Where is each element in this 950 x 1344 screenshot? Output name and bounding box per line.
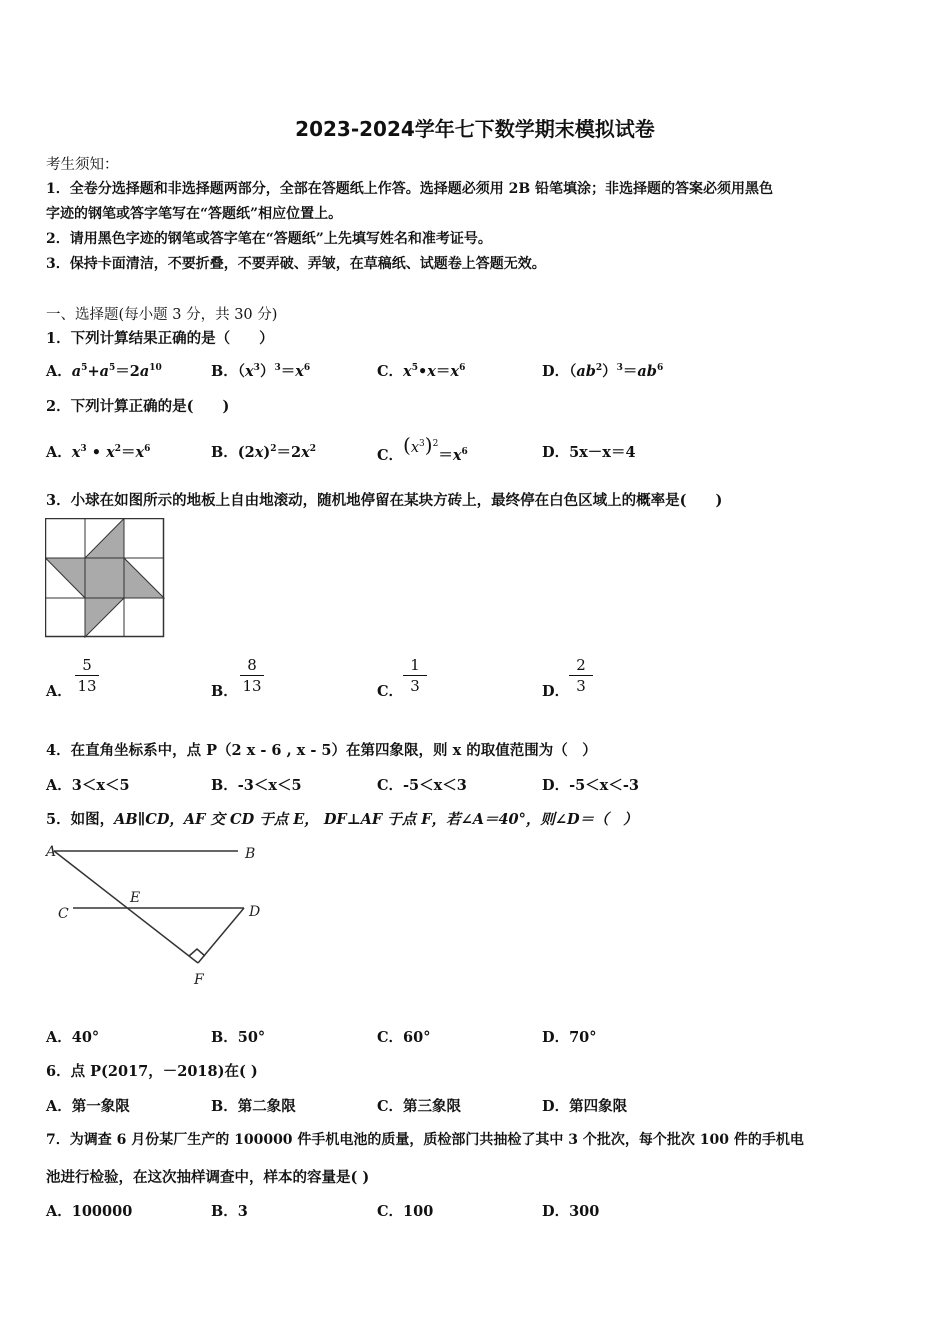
q2-option-c: C．$(x^3)^2=x^6$	[377, 433, 468, 464]
q3-option-b-label: B．	[211, 683, 238, 700]
q3-option-c-fraction: $\frac{1}{3}$	[403, 656, 427, 695]
q7-option-d: D．300	[542, 1203, 600, 1220]
q3-option-d-label: D．	[542, 683, 570, 700]
q2-option-a: A．$x^3$ • $x^2=x^6$	[46, 444, 151, 461]
q4-option-c: C．-5＜x＜3	[377, 777, 467, 794]
q3-option-a-fraction: $\frac{5}{13}$	[75, 656, 99, 695]
q5-option-b: B．50°	[211, 1029, 266, 1046]
q1-option-a: A．$a^5+a^5=2a^{10}$	[46, 363, 162, 380]
label-point-e: E	[130, 890, 141, 906]
q1-option-c: C．$x^5•x=x^6$	[377, 363, 466, 380]
q3-option-d-fraction: $\frac{2}{3}$	[569, 656, 593, 695]
q5-stem: 5．如图，AB∥CD，AF 交 CD 于点 E， DF⊥AF 于点 F，若∠A＝40°，则∠D＝（ ）	[46, 811, 638, 828]
label-point-f: F	[194, 972, 204, 988]
label-point-c: C	[58, 906, 69, 922]
notice-line-1b: 字迹的钢笔或答字笔写在“答题纸”相应位置上。	[46, 206, 343, 222]
q6-option-d: D．第四象限	[542, 1098, 628, 1115]
q7-stem-line-2: 池进行检验，在这次抽样调查中，样本的容量是( )	[46, 1169, 370, 1186]
q4-option-d: D．-5＜x＜-3	[542, 777, 639, 794]
q2-option-b: B．$(2x)^2=2x^2$	[211, 444, 317, 461]
q1-option-b: B．$(x^3)^3=x^6$	[211, 363, 311, 380]
label-point-d: D	[249, 904, 261, 920]
q2-option-d: D．5x－x＝4	[542, 444, 636, 461]
q5-option-a: A．40°	[46, 1029, 100, 1046]
q6-option-c: C．第三象限	[377, 1098, 462, 1115]
q6-option-b: B．第二象限	[211, 1098, 296, 1115]
section-heading: 一、选择题(每小题 3 分，共 30 分)	[46, 307, 278, 323]
q7-option-c: C．100	[377, 1203, 434, 1220]
q1-option-d: D．$(ab^2)^3=ab^6$	[542, 363, 664, 380]
q3-option-a-label: A．	[46, 683, 72, 700]
notice-line-1a: 1．全卷分选择题和非选择题两部分，全部在答题纸上作答。选择题必须用 2B 铅笔填涂；非选择题的答案必须用黑色	[46, 181, 774, 197]
label-point-b: B	[245, 846, 256, 862]
q5-option-d: D．70°	[542, 1029, 597, 1046]
q6-stem: 6．点 P(2017，－2018)在( )	[46, 1063, 258, 1080]
q7-stem-line-1: 7．为调查 6 月份某厂生产的 100000 件手机电池的质量，质检部门共抽检了其中 3 个批次，每个批次 100 件的手机电	[46, 1132, 804, 1148]
notice-line-2: 2．请用黑色字迹的钢笔或答字笔在“答题纸”上先填写姓名和准考证号。	[46, 231, 492, 247]
notice-line-3: 3．保持卡面清洁，不要折叠，不要弄破、弄皱，在草稿纸、试题卷上答题无效。	[46, 256, 546, 272]
q2-stem: 2．下列计算正确的是( )	[46, 398, 230, 415]
q3-option-b-fraction: $\frac{8}{13}$	[240, 656, 264, 695]
q7-option-b: B．3	[211, 1203, 248, 1220]
q4-stem: 4．在直角坐标系中，点 P（2 x - 6 , x - 5）在第四象限，则 x 的取值范围为（ ）	[46, 742, 597, 759]
label-point-a: A	[46, 844, 57, 860]
q6-option-a: A．第一象限	[46, 1098, 130, 1115]
q5-option-c: C．60°	[377, 1029, 431, 1046]
q7-option-a: A．100000	[46, 1203, 133, 1220]
tile-floor-figure	[45, 518, 165, 638]
q1-stem: 1．下列计算结果正确的是（ ）	[46, 330, 274, 347]
q3-option-c-label: C．	[377, 683, 404, 700]
parallel-lines-figure	[40, 838, 280, 988]
q3-stem: 3．小球在如图所示的地板上自由地滚动，随机地停留在某块方砖上，最终停在白色区域上的概率是( )	[46, 492, 723, 509]
q4-option-b: B．-3＜x＜5	[211, 777, 302, 794]
q4-option-a: A．3＜x＜5	[46, 777, 130, 794]
notice-heading: 考生须知：	[46, 157, 119, 173]
page-title: 2023-2024学年七下数学期末模拟试卷	[295, 117, 655, 141]
